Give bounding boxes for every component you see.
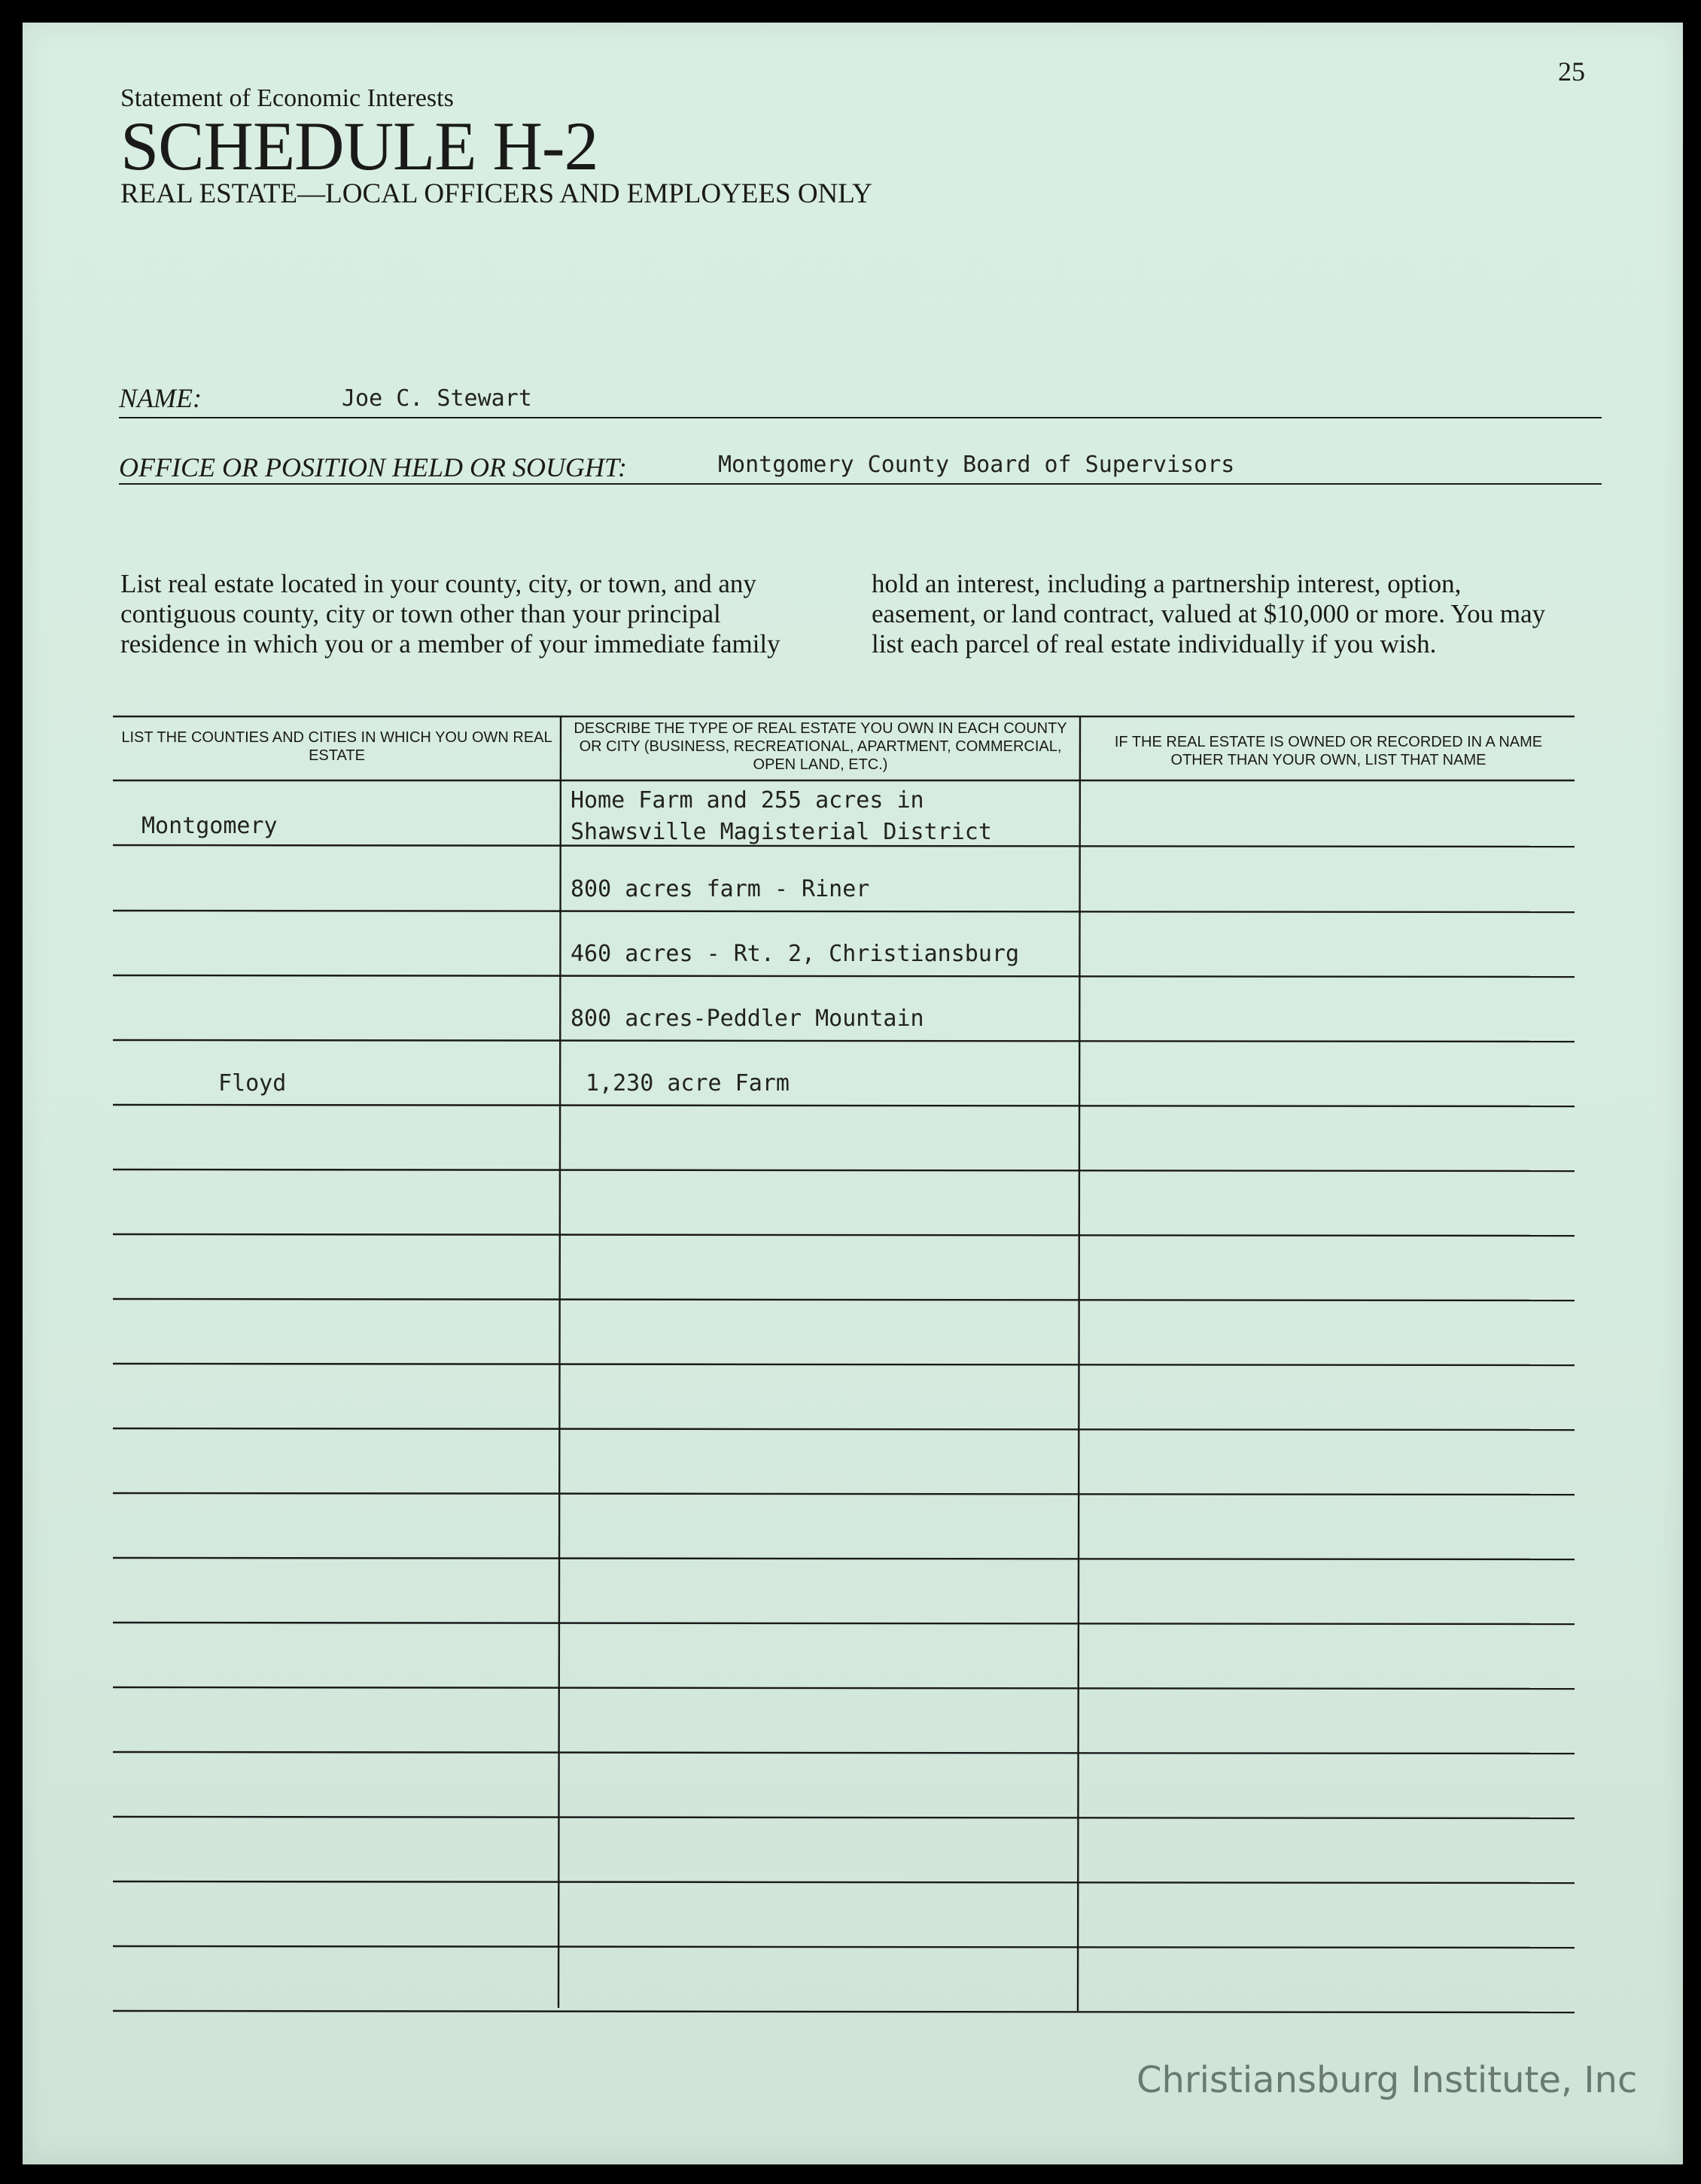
column-header-county: LIST THE COUNTIES AND CITIES IN WHICH YOU OWN REAL ESTATE: [121, 729, 552, 764]
office-label: OFFICE OR POSITION HELD OR SOUGHT:: [119, 452, 627, 482]
name-label: NAME:: [119, 383, 202, 413]
column-header-other-name: IF THE REAL ESTATE IS OWNED OR RECORDED IN A NAME OTHER THAN YOUR OWN, LIST THAT NAME: [1114, 734, 1543, 768]
table-row-rule: [113, 1170, 1575, 1171]
table-row-rule: [113, 911, 1575, 912]
table-row-rule: [113, 1493, 1575, 1495]
table-row-rule: [113, 1752, 1575, 1754]
table-row-rule: [113, 1299, 1575, 1300]
office-value: Montgomery County Board of Supervisors: [718, 452, 1235, 478]
table-row-rule: [113, 1881, 1575, 1883]
table-row-rule: [113, 2011, 1575, 2012]
table-row-rule: [113, 975, 1575, 977]
instructions-right: hold an interest, including a partnership interest, option, easement, or land contract, valued at $10,000 or more. You may list each parcel of real estate individually if you wish.: [872, 569, 1546, 659]
table-row-rule: [113, 845, 1575, 847]
table-row-rule: [113, 1623, 1575, 1624]
table-row-description: 460 acres - Rt. 2, Christiansburg: [571, 941, 1020, 967]
page-number: 25: [1558, 56, 1585, 87]
table-row-description: 800 acres-Peddler Mountain: [571, 1005, 924, 1032]
name-value: Joe C. Stewart: [342, 385, 532, 412]
instructions-left: List real estate located in your county, city, or town, and any contiguous county, city or town other than your principal residence in which you or a member of your immediate family: [120, 569, 781, 659]
schedule-subtitle: REAL ESTATE—LOCAL OFFICERS AND EMPLOYEES ONLY: [120, 178, 872, 209]
real-estate-table: [23, 23, 1683, 2164]
document-page: [23, 23, 1683, 2164]
table-row-county: Montgomery: [141, 813, 278, 839]
statement-title: Statement of Economic Interests: [120, 84, 454, 112]
table-row-description: Shawsville Magisterial District: [571, 819, 992, 845]
table-row-description: Home Farm and 255 acres in: [571, 787, 924, 814]
table-row-description: 800 acres farm - Riner: [571, 876, 870, 902]
table-row-county: Floyd: [218, 1070, 287, 1097]
table-row-description: 1,230 acre Farm: [586, 1070, 790, 1097]
table-row-rule: [113, 1364, 1575, 1365]
table-row-rule: [113, 1040, 1575, 1042]
table-row-rule: [113, 1687, 1575, 1689]
table-row-rule: [113, 1105, 1575, 1106]
watermark: Christiansburg Institute, Inc: [1137, 2059, 1638, 2101]
table-column-divider: [558, 716, 561, 2008]
table-row-rule: [113, 1234, 1575, 1236]
table-column-divider: [1078, 716, 1080, 2011]
table-row-rule: [113, 1558, 1575, 1559]
table-row-rule: [113, 1817, 1575, 1818]
schedule-title: SCHEDULE H-2: [120, 108, 598, 184]
column-header-description: DESCRIBE THE TYPE OF REAL ESTATE YOU OWN IN EACH COUNTY OR CITY (BUSINESS, RECREATIONAL, APARTMENT, COMMERCIAL, OPEN LAND, ETC.): [574, 720, 1067, 773]
table-row-rule: [113, 1946, 1575, 1948]
table-row-rule: [113, 1428, 1575, 1430]
